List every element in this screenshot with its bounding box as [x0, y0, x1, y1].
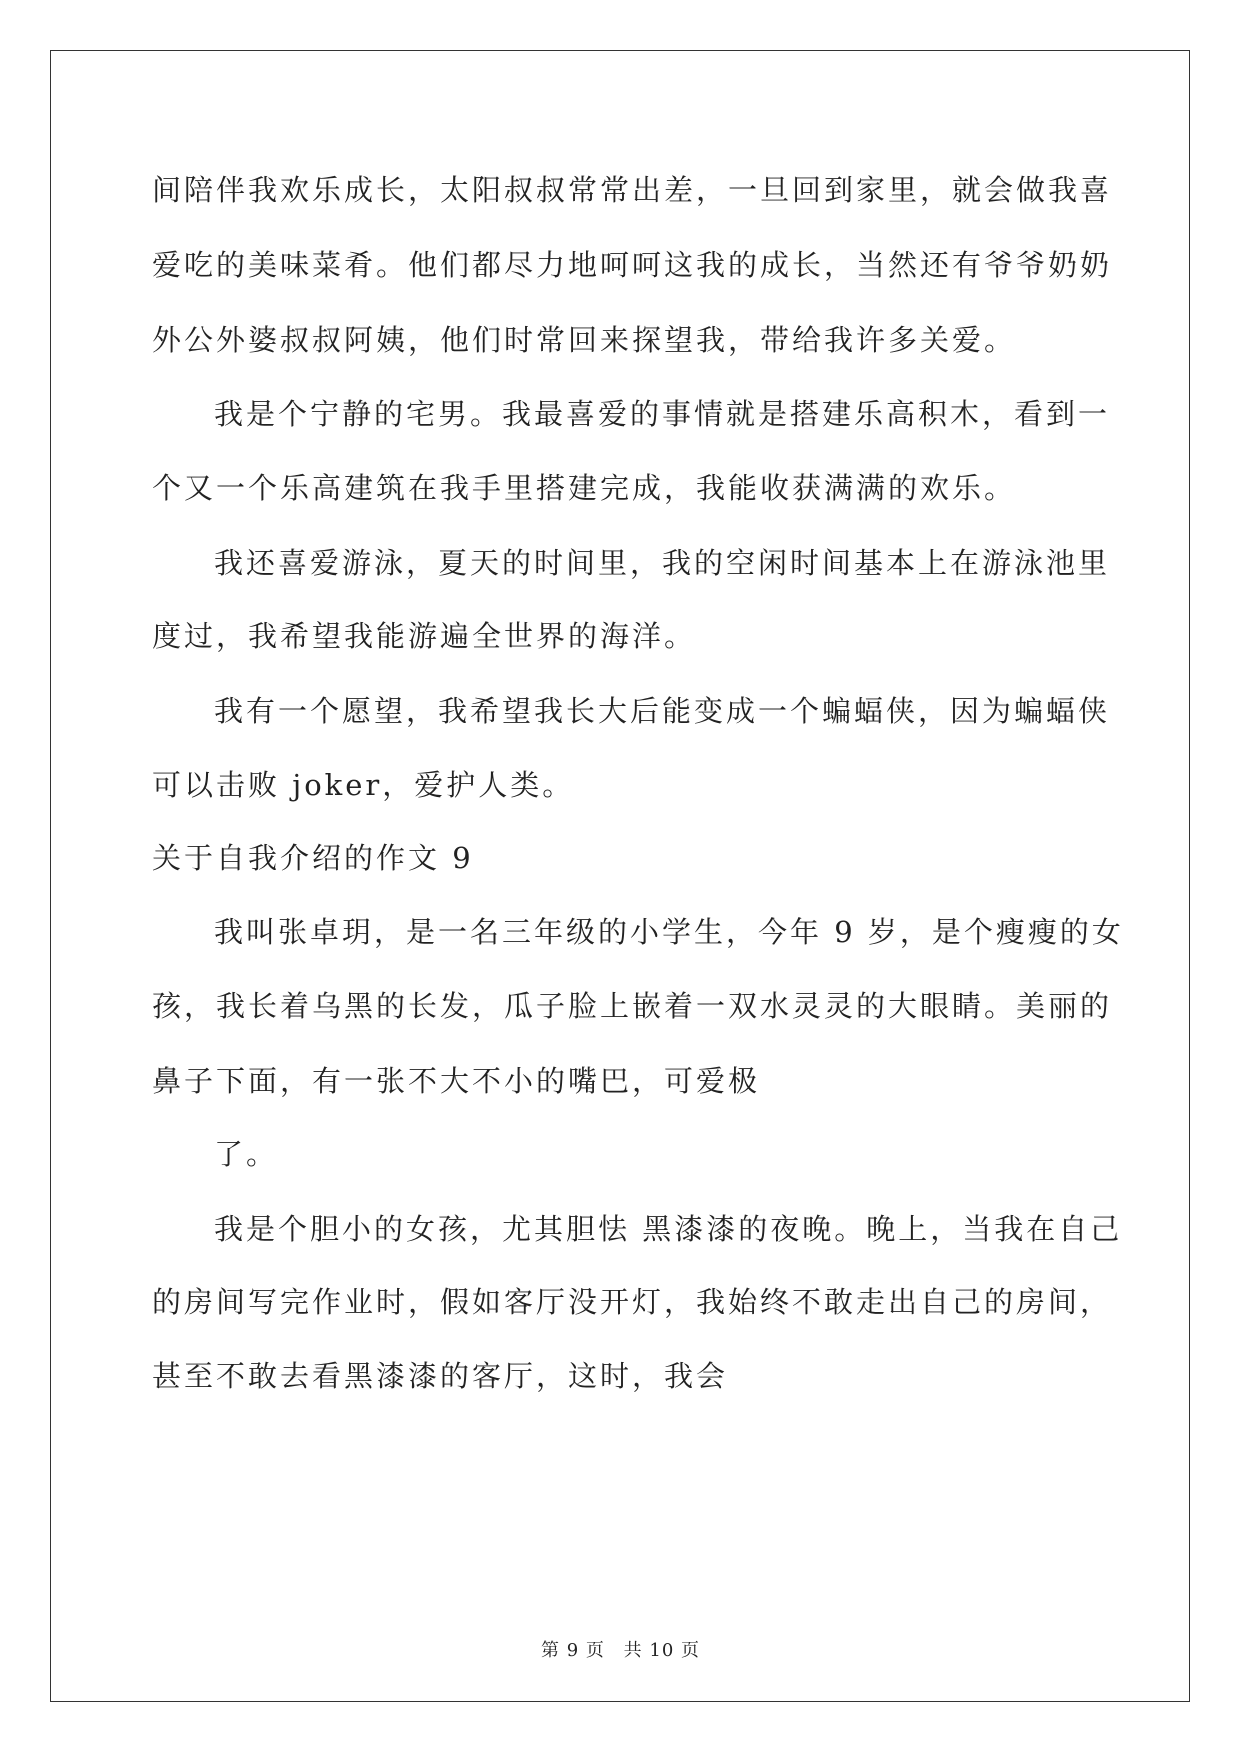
text-line: 度过，我希望我能游遍全世界的海洋。 — [152, 619, 697, 653]
paragraph-start-line: 我是个宁静的宅男。我最喜爱的事情就是搭建乐高积木，看到一 — [214, 397, 1111, 431]
text-line: 间陪伴我欢乐成长，太阳叔叔常常出差，一旦回到家里，就会做我喜 — [152, 173, 1113, 207]
text-line: 孩，我长着乌黑的长发，瓜子脸上嵌着一双水灵灵的大眼睛。美丽的 — [152, 989, 1113, 1023]
text-line: 个又一个乐高建筑在我手里搭建完成，我能收获满满的欢乐。 — [152, 471, 1017, 505]
section-heading: 关于自我介绍的作文 9 — [152, 841, 474, 875]
current-page-number: 第 9 页 — [541, 1640, 605, 1661]
text-line: 的房间写完作业时，假如客厅没开灯，我始终不敢走出自己的房间， — [152, 1285, 1113, 1319]
text-line: 甚至不敢去看黑漆漆的客厅，这时，我会 — [152, 1359, 729, 1393]
paragraph-start-line: 我还喜爱游泳，夏天的时间里，我的空闲时间基本上在游泳池里 — [214, 546, 1111, 580]
text-line: 外公外婆叔叔阿姨，他们时常回来探望我，带给我许多关爱。 — [152, 323, 1017, 357]
page-footer — [0, 1636, 1241, 1662]
text-line: 鼻子下面，有一张不大不小的嘴巴，可爱极 — [152, 1064, 761, 1098]
paragraph-start-line: 我叫张卓玥，是一名三年级的小学生，今年 9 岁，是个瘦瘦的女 — [214, 915, 1124, 949]
total-page-count: 共 10 页 — [623, 1640, 700, 1661]
paragraph-start-line: 我是个胆小的女孩，尤其胆怯 黑漆漆的夜晚。晚上，当我在自己 — [214, 1212, 1123, 1246]
paragraph-start-line: 我有一个愿望，我希望我长大后能变成一个蝙蝠侠，因为蝙蝠侠 — [214, 694, 1111, 728]
text-line: 可以击败 joker，爱护人类。 — [152, 768, 575, 802]
paragraph-start-line: 了。 — [214, 1137, 279, 1171]
text-line: 爱吃的美味菜肴。他们都尽力地呵呵这我的成长，当然还有爷爷奶奶 — [152, 248, 1113, 282]
